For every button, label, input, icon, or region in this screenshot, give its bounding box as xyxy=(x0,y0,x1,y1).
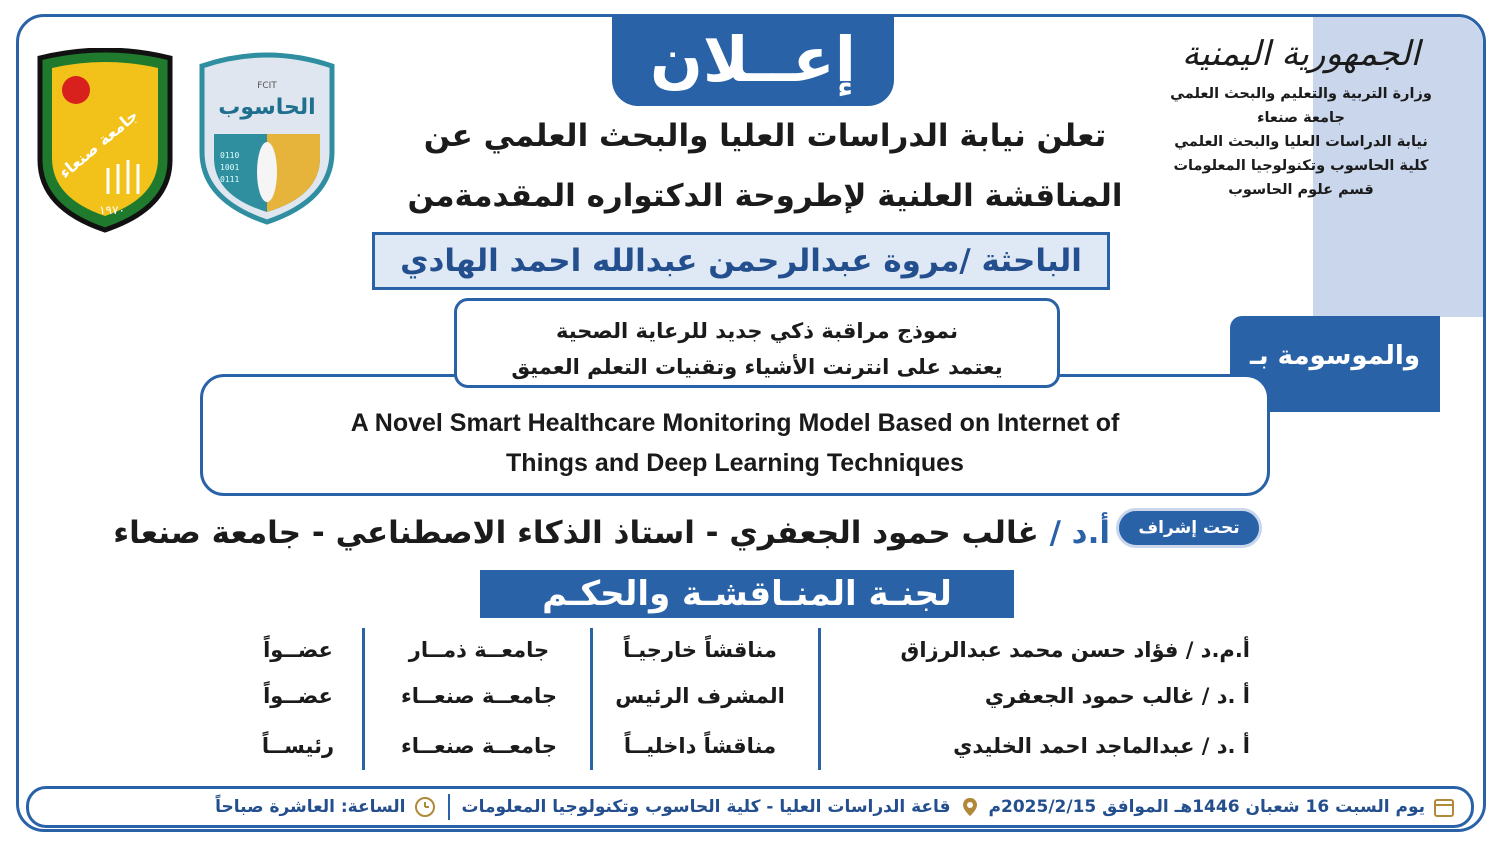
member-university: جامعــة ذمــار xyxy=(408,638,550,662)
supervisor-line xyxy=(30,508,1110,558)
titled-label: والموسومة بـ xyxy=(1230,316,1440,412)
supervision-label: تحت إشراف xyxy=(1116,508,1262,548)
english-thesis-title xyxy=(200,374,1270,496)
table-divider xyxy=(590,628,593,770)
event-time: الساعة: العاشرة صباحاً xyxy=(215,797,406,817)
calendar-icon xyxy=(1433,796,1455,818)
svg-text:جامعة صنعاء: جامعة صنعاء xyxy=(55,105,142,183)
member-role: المشرف الرئيس xyxy=(615,684,785,708)
english-title-line-2: Things and Deep Learning Techniques xyxy=(506,449,964,477)
ministry-line: وزارة التربية والتعليم والبحث العلمي xyxy=(1170,86,1432,102)
university-line: جامعة صنعاء xyxy=(1257,110,1345,126)
svg-text:0110: 0110 xyxy=(220,151,240,160)
institution-header xyxy=(1166,34,1436,202)
researcher-name: الباحثة /مروة عبدالرحمن عبدالله احمد الهادي xyxy=(372,232,1110,290)
svg-text:1001: 1001 xyxy=(220,163,240,172)
table-divider xyxy=(818,628,821,770)
announcement-title: إعــلان xyxy=(612,14,894,106)
faculty-line: كلية الحاسوب وتكنولوجيا المعلومات xyxy=(1173,158,1429,174)
member-name: أ .د / عبدالماجد احمد الخليدي xyxy=(953,734,1250,758)
clock-icon xyxy=(414,796,436,818)
event-venue: قاعة الدراسات العليا - كلية الحاسوب وتكنولوجيا المعلومات xyxy=(461,797,951,817)
binary-icon xyxy=(220,151,239,184)
supervisor-name: غالب حمود الجعفري - استاذ الذكاء الاصطناعي - جامعة صنعاء xyxy=(113,515,1039,551)
member-title: رئيســاً xyxy=(261,734,335,758)
footer-separator xyxy=(448,794,450,820)
page-icon xyxy=(257,142,277,202)
member-name: أ .د / غالب حمود الجعفري xyxy=(984,684,1250,708)
supervisor-degree: أ.د / xyxy=(1049,515,1110,551)
svg-text:١٩٧٠: ١٩٧٠ xyxy=(99,203,125,217)
location-pin-icon xyxy=(959,796,981,818)
event-details-footer xyxy=(26,786,1474,828)
republic-title: الجمهورية اليمنية xyxy=(1181,34,1421,74)
member-university: جامعــة صنعــاء xyxy=(401,734,557,758)
member-role: مناقشاً داخليــاً xyxy=(623,734,777,758)
department-line: قسم علوم الحاسوب xyxy=(1228,182,1374,198)
member-title: عضــواً xyxy=(263,684,333,708)
arabic-title-line-1: نموذج مراقبة ذكي جديد للرعاية الصحية xyxy=(555,319,959,343)
english-title-line-1: A Novel Smart Healthcare Monitoring Model Based on Internet of xyxy=(350,409,1120,437)
event-date: يوم السبت 16 شعبان 1446هـ الموافق 2025/2/15م xyxy=(988,797,1425,817)
announcement-line-1: تعلن نيابة الدراسات العليا والبحث العلمي عن xyxy=(423,118,1107,154)
svg-text:الحاسوب: الحاسوب xyxy=(218,95,316,120)
member-role: مناقشاً خارجيـاً xyxy=(623,638,777,662)
graduate-studies-line: نيابة الدراسات العليا والبحث العلمي xyxy=(1174,134,1428,150)
committee-title: لجنـة المنـاقشـة والحكـم xyxy=(480,570,1014,618)
arabic-thesis-title xyxy=(454,298,1060,388)
member-university: جامعــة صنعــاء xyxy=(401,684,557,708)
sun-icon xyxy=(62,76,90,104)
table-divider xyxy=(362,628,365,770)
announcement-line-2: المناقشة العلنية لإطروحة الدكتواره المقدمةمن xyxy=(407,178,1123,214)
fcit-logo xyxy=(196,48,338,226)
svg-text:0111: 0111 xyxy=(220,175,240,184)
svg-text:FCIT: FCIT xyxy=(257,81,277,91)
arabic-title-line-2: يعتمد على انترنت الأشياء وتقنيات التعلم العميق xyxy=(511,355,1003,379)
member-name: أ.م.د / فؤاد حسن محمد عبدالرزاق xyxy=(900,638,1250,662)
member-title: عضــواً xyxy=(263,638,333,662)
sanaa-university-logo xyxy=(32,48,178,234)
